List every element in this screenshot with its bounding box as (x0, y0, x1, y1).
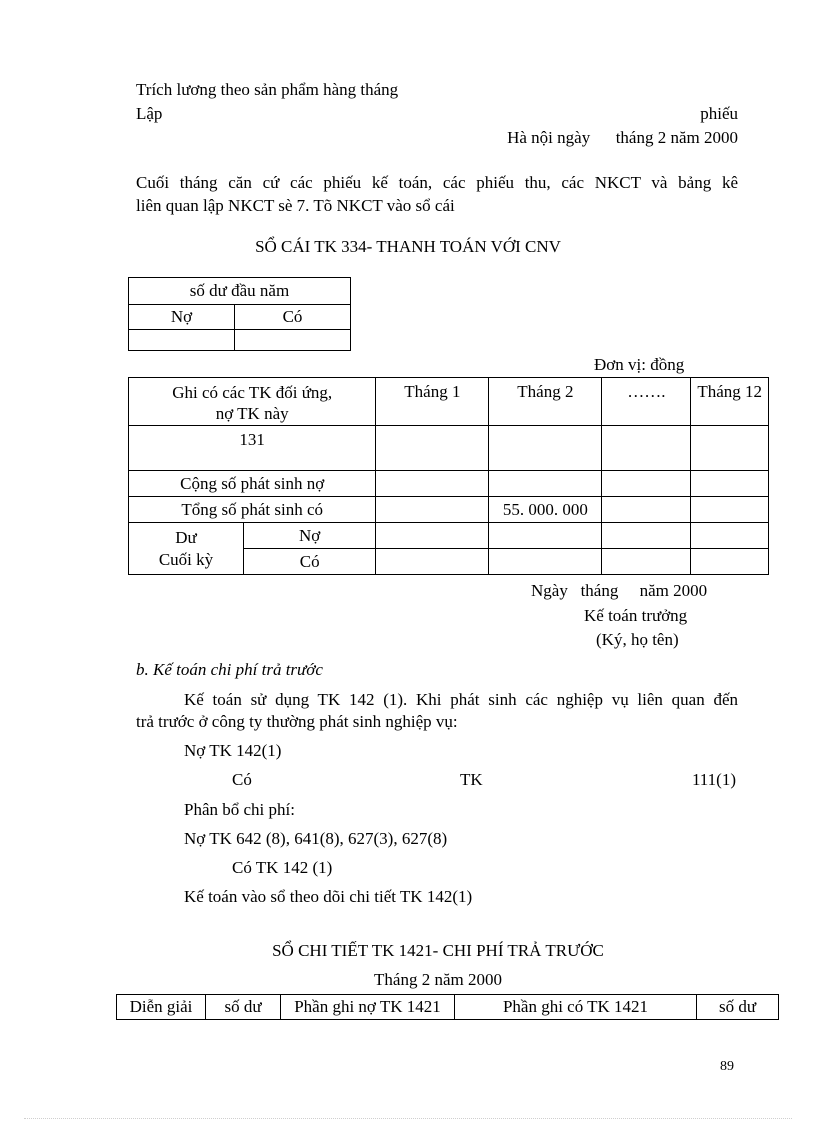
entry1-tk: TK (460, 770, 483, 789)
intro-line2: liên quan lập NKCT sè 7. Tõ NKCT vào sổ cái (136, 196, 455, 215)
cell (691, 523, 769, 549)
row-debit-total: Cộng số phát sinh nợ (129, 471, 376, 497)
opening-credit-value (235, 330, 351, 351)
ledger2-title: SỔ CHI TIẾT TK 1421- CHI PHÍ TRẢ TRƯỚC (272, 941, 604, 960)
opening-debit: Nợ (129, 305, 235, 330)
section-b-heading: b. Kế toán chi phí trả trước (136, 660, 323, 679)
closing-credit: Có (244, 549, 376, 575)
cell (602, 471, 691, 497)
entry2-debit: Nợ TK 642 (8), 641(8), 627(3), 627(8) (184, 829, 448, 848)
cell (602, 497, 691, 523)
page-bottom-divider (24, 1118, 792, 1119)
section-b-para2: trả trước ở công ty thường phát sinh nghiệp vụ: (136, 712, 458, 731)
allocation-label: Phân bổ chi phí: (184, 800, 295, 819)
entry2-credit: Có TK 142 (1) (232, 858, 333, 877)
cell (489, 549, 602, 575)
ledger1-table (128, 377, 769, 575)
section-b-para1: Kế toán sử dụng TK 142 (1). Khi phát sinh các nghiệp vụ liên quan đến (184, 690, 738, 709)
ledger2-subtitle: Tháng 2 năm 2000 (374, 970, 502, 989)
closing-label: Dư Cuối kỳ (129, 523, 244, 575)
opening-debit-value (129, 330, 235, 351)
ledger2-header-dien-giai: Diễn giải (117, 995, 206, 1020)
text-phieu: phiếu (700, 104, 738, 123)
cell (376, 471, 489, 497)
header-account: Ghi có các TK đối ứng, nợ TK này (129, 378, 376, 426)
opening-header: số dư đầu năm (129, 278, 351, 305)
row-account-131: 131 (129, 426, 376, 471)
ledger1-title: SỔ CÁI TK 334- THANH TOÁN VỚI CNV (255, 237, 561, 256)
cell (376, 497, 489, 523)
ledger2-header-ghi-no: Phần ghi nợ TK 1421 (281, 995, 455, 1020)
signature-note: (Ký, họ tên) (596, 630, 679, 649)
credit-total-month2: 55. 000. 000 (489, 497, 602, 523)
header-thang1: Tháng 1 (376, 378, 489, 426)
cell (691, 471, 769, 497)
opening-credit: Có (235, 305, 351, 330)
entry1-account: 111(1) (691, 770, 736, 789)
header-thang2: Tháng 2 (489, 378, 602, 426)
header-thang12: Tháng 12 (691, 378, 769, 426)
cell (691, 426, 769, 471)
ledger2-header-ghi-co: Phần ghi có TK 1421 (455, 995, 697, 1020)
cell (691, 549, 769, 575)
cell (602, 549, 691, 575)
row-credit-total: Tổng số phát sinh có (129, 497, 376, 523)
intro-line1: Cuối tháng căn cứ các phiếu kế toán, các phiếu thu, các NKCT và bảng kê (136, 173, 738, 192)
text-lap: Lập (136, 104, 163, 123)
signature-date: Ngày tháng năm 2000 (531, 581, 708, 600)
ledger2-header-so-du-2: số dư (697, 995, 779, 1020)
entry1-debit: Nợ TK 142(1) (184, 741, 282, 760)
page-number: 89 (720, 1059, 734, 1074)
cell (602, 523, 691, 549)
ledger2-header-so-du-1: số dư (206, 995, 281, 1020)
opening-balance-table (128, 277, 351, 351)
cell (602, 426, 691, 471)
unit-label: Đơn vị: đồng (594, 355, 685, 374)
cell (376, 549, 489, 575)
cell (489, 426, 602, 471)
header-ellipsis: ……. (602, 378, 691, 426)
cell (489, 523, 602, 549)
cell (489, 471, 602, 497)
text-date: Hà nội ngày tháng 2 năm 2000 (507, 128, 738, 147)
signature-role: Kế toán trưởng (584, 606, 688, 625)
closing-debit: Nợ (244, 523, 376, 549)
closing-line: Kế toán vào sổ theo dõi chi tiết TK 142(1) (184, 887, 473, 906)
entry1-co: Có (232, 770, 252, 789)
cell (376, 426, 489, 471)
text-trich-luong: Trích lương theo sản phẩm hàng tháng (136, 80, 399, 99)
cell (691, 497, 769, 523)
ledger2-table (116, 994, 779, 1020)
cell (376, 523, 489, 549)
